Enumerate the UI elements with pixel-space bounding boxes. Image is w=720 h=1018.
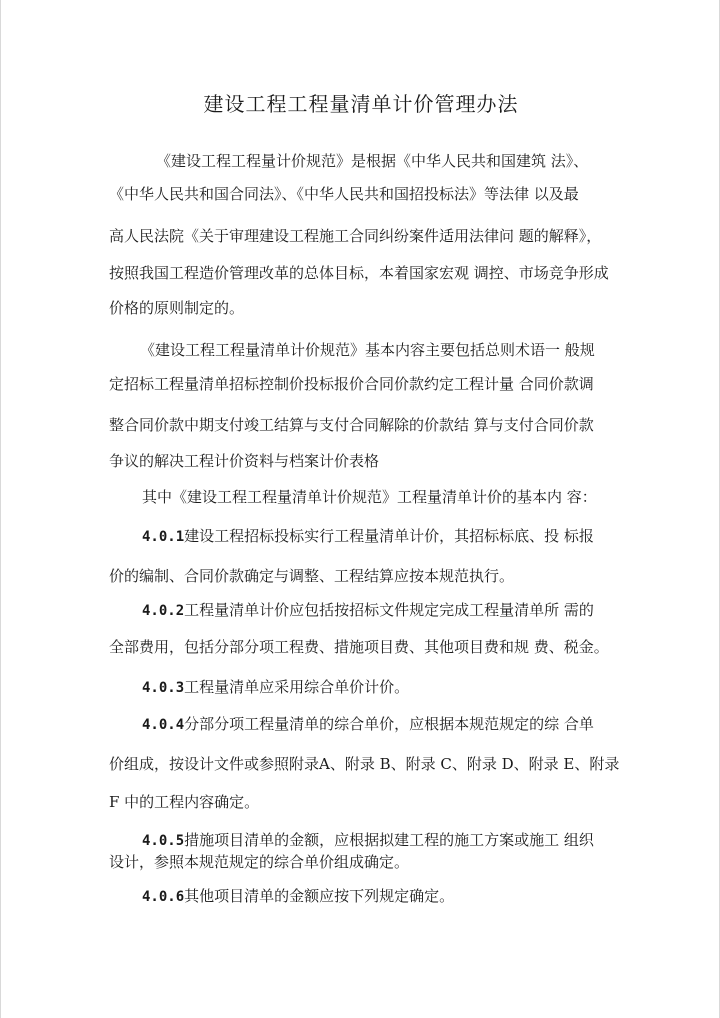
- clause-4-0-2-line-1: [142, 600, 594, 621]
- clause-4-0-4-line-3: F 中的工程内容确定。: [109, 793, 260, 811]
- clause-text: 工程量清单计价应包括按招标文件规定完成工程量清单所 需的: [184, 601, 594, 619]
- clause-4-0-2-line-2: 全部费用，包括分部分项工程费、措施项目费、其他项目费和规 费、税金。: [109, 638, 609, 656]
- paragraph-1-line-4: 按照我国工程造价管理改革的总体目标，本着国家宏观 调控、市场竞争形成: [109, 264, 609, 282]
- clause-4-0-6-line-1: [142, 886, 454, 907]
- clause-number: 4.0.1: [142, 529, 185, 545]
- paragraph-2-line-1: 《建设工程工程量清单计价规范》基本内容主要包括总则术语一 般规: [140, 341, 595, 359]
- clause-number: 4.0.3: [142, 680, 185, 696]
- paragraph-2-line-4: 争议的解决工程计价资料与档案计价表格: [109, 452, 380, 470]
- paragraph-3-line-1: 其中《建设工程工程量清单计价规范》工程量清单计价的基本内 容：: [142, 488, 597, 506]
- clause-4-0-1-line-1: [142, 526, 594, 547]
- paragraph-1-line-2: 《中华人民共和国合同法》、《中华人民共和国招投标法》等法律 以及最: [109, 185, 579, 203]
- paragraph-1-line-5: 价格的原则制定的。: [109, 299, 245, 317]
- paragraph-2-line-2: 定招标工程量清单招标控制价投标报价合同价款约定工程计量 合同价款调: [109, 375, 594, 393]
- clause-number: 4.0.5: [142, 833, 185, 849]
- document-title: 建设工程工程量清单计价管理办法: [203, 92, 519, 116]
- clause-4-0-4-line-2: 价组成，按设计文件或参照附录A、附录 B、附录 C、附录 D、附录 E、附录: [109, 755, 620, 773]
- clause-text: 其他项目清单的金额应按下列规定确定。: [184, 887, 455, 905]
- paragraph-1-line-3: 高人民法院《关于审理建设工程施工合同纠纷案件适用法律问 题的解释》，: [109, 227, 602, 245]
- paragraph-2-line-3: 整合同价款中期支付竣工结算与支付合同解除的价款结 算与支付合同价款: [109, 416, 594, 434]
- clause-number: 4.0.2: [142, 603, 185, 619]
- clause-text: 措施项目清单的金额，应根据拟建工程的施工方案或施工 组织: [184, 831, 594, 849]
- clause-4-0-3-line-1: [142, 677, 409, 698]
- clause-number: 4.0.6: [142, 889, 185, 905]
- clause-text: 工程量清单应采用综合单价计价。: [184, 678, 410, 696]
- clause-4-0-5-line-2: 设计，参照本规范规定的综合单价组成确定。: [109, 853, 410, 871]
- clause-number: 4.0.4: [142, 717, 185, 733]
- clause-4-0-4-line-1: [142, 714, 594, 735]
- paragraph-1-line-1: 《建设工程工程量计价规范》是根据《中华人民共和国建筑 法》、: [156, 152, 589, 170]
- clause-4-0-5-line-1: [142, 830, 594, 851]
- clause-4-0-1-line-2: 价的编制、合同价款确定与调整、工程结算应按本规范执行。: [109, 567, 515, 585]
- clause-text: 分部分项工程量清单的综合单价，应根据本规范规定的综 合单: [184, 715, 594, 733]
- clause-text: 建设工程招标投标实行工程量清单计价，其招标标底、投 标报: [184, 527, 594, 545]
